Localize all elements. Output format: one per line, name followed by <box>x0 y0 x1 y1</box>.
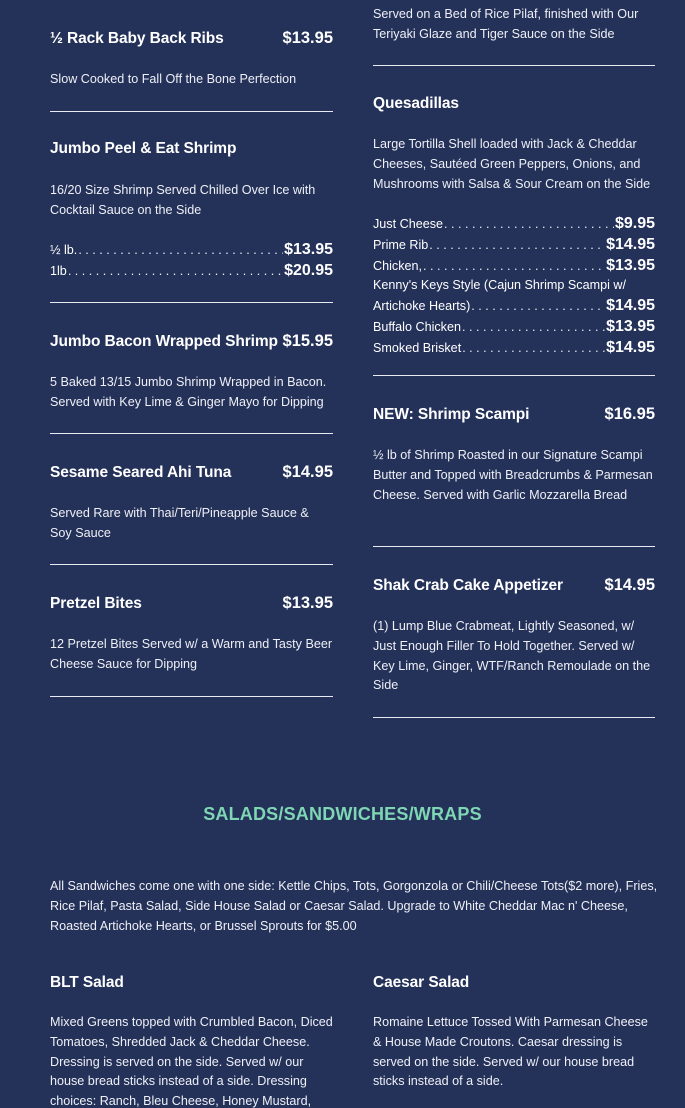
section-intro: All Sandwiches come one with one side: Kettle Chips, Tots, Gorgonzola or Chili/Cheese Tots($2 more), Fries, Rice Pilaf, Pasta Salad, Side House Salad or Caesar Salad. Upgrade to White Cheddar Mac n' Cheese, Roasted Artichoke Hearts, or Brussel Sprouts for $5.00 <box>50 879 658 933</box>
dot-leader <box>471 297 605 317</box>
option-price: $13.95 <box>606 317 655 335</box>
price-option-row <box>373 296 655 317</box>
item-description: Large Tortilla Shell loaded with Jack & Cheddar Cheeses, Sautéed Green Peppers, Onions, and Mushrooms with Salsa & Sour Cream on the Side <box>373 137 651 191</box>
price-option-row <box>373 317 655 338</box>
item-name: Jumbo Peel & Eat Shrimp <box>50 140 237 157</box>
price-options <box>373 214 655 359</box>
item-description: ½ lb of Shrimp Roasted in our Signature Scampi Butter and Topped with Breadcrumbs & Parmesan Cheese. Served with Garlic Mozzarella Bread <box>373 448 653 502</box>
price-option-row <box>373 235 655 256</box>
option-price: $20.95 <box>284 261 333 279</box>
price-option-row <box>373 256 655 277</box>
divider <box>373 65 655 66</box>
dot-leader <box>78 241 283 261</box>
item-name: NEW: Shrimp Scampi <box>373 406 530 423</box>
item-description: Served on a Bed of Rice Pilaf, finished with Our Teriyaki Glaze and Tiger Sauce on the Side <box>373 7 639 41</box>
item-price: $14.95 <box>282 463 333 481</box>
menu-item-crab-cake <box>373 576 655 595</box>
option-label: ½ lb. <box>50 243 78 257</box>
item-name: Caesar Salad <box>373 974 470 991</box>
divider <box>373 546 655 547</box>
option-label: Just Cheese <box>373 217 444 231</box>
price-options <box>50 240 333 282</box>
item-name: Pretzel Bites <box>50 595 142 612</box>
item-price: $14.95 <box>604 576 655 594</box>
price-option-row <box>50 240 333 261</box>
item-price: $13.95 <box>282 29 333 47</box>
option-price: $14.95 <box>606 297 655 315</box>
item-description: Mixed Greens topped with Crumbled Bacon, Diced Tomatoes, Shredded Jack & Cheddar Cheese. Dressing is served on the side. Served w/ our house bread sticks instead of a side. Dressing choices: Ranch, Bleu Cheese, Honey Mustard, <box>50 1015 333 1108</box>
divider <box>50 302 333 303</box>
option-label: Buffalo Chicken <box>373 319 461 334</box>
dot-leader <box>444 215 614 235</box>
item-name: ½ Rack Baby Back Ribs <box>50 30 224 47</box>
option-price: $13.95 <box>606 256 655 274</box>
item-description: 16/20 Size Shrimp Served Chilled Over Ice with Cocktail Sauce on the Side <box>50 183 316 217</box>
left-column <box>50 0 333 760</box>
item-name: Jumbo Bacon Wrapped Shrimp <box>50 333 278 350</box>
menu-item-pretzel-bites <box>50 594 333 613</box>
item-name: Sesame Seared Ahi Tuna <box>50 464 232 481</box>
right-column <box>373 0 655 760</box>
option-label: Chicken, <box>373 258 422 273</box>
option-price: $13.95 <box>284 241 333 258</box>
item-price: $15.95 <box>282 332 333 350</box>
option-label: Prime Rib <box>373 237 429 252</box>
option-label: Smoked Brisket <box>373 340 462 355</box>
item-price: $13.95 <box>282 594 333 612</box>
item-description: Romaine Lettuce Tossed With Parmesan Cheese & House Made Croutons. Caesar dressing is served on the side. Served w/ our house bread sticks instead of a side. <box>373 1015 648 1089</box>
dot-leader <box>429 236 605 256</box>
divider <box>50 111 333 112</box>
item-price: $16.95 <box>604 405 655 423</box>
menu-item-ribs <box>50 29 333 48</box>
dot-leader <box>462 339 605 359</box>
menu-item-blt-salad <box>50 974 333 1108</box>
menu-item-quesadillas <box>373 95 655 113</box>
menu-item-peel-eat-shrimp <box>50 140 333 158</box>
dot-leader <box>462 318 605 338</box>
option-price: $9.95 <box>614 215 655 232</box>
item-description: Slow Cooked to Fall Off the Bone Perfection <box>50 72 297 86</box>
menu-item-ahi-tuna <box>50 463 333 482</box>
option-price: $14.95 <box>606 235 655 253</box>
item-description: 12 Pretzel Bites Served w/ a Warm and Tasty Beer Cheese Sauce for Dipping <box>50 637 333 671</box>
item-description: (1) Lump Blue Crabmeat, Lightly Seasoned, w/ Just Enough Filler To Hold Together. Served w/ Key Lime, Ginger, WTF/Ranch Remoulade on the Side <box>373 619 651 693</box>
item-description: Served Rare with Thai/Teri/Pineapple Sauce & Soy Sauce <box>50 506 309 540</box>
price-option-row <box>373 214 655 235</box>
divider <box>50 564 333 565</box>
menu-item-caesar-salad <box>373 974 655 1092</box>
divider <box>373 375 655 376</box>
dot-leader <box>423 257 605 277</box>
item-name: Shak Crab Cake Appetizer <box>373 577 563 594</box>
menu-item-shrimp-scampi <box>373 405 655 424</box>
price-option-row <box>373 338 655 359</box>
menu-item-bacon-wrapped-shrimp <box>50 332 333 351</box>
divider <box>50 433 333 434</box>
divider <box>50 696 333 697</box>
option-price: $14.95 <box>606 338 655 356</box>
option-label: 1lb <box>50 263 67 278</box>
divider <box>373 717 655 718</box>
dot-leader <box>68 262 283 282</box>
section-title: SALADS/SANDWICHES/WRAPS <box>203 804 482 824</box>
price-option-row <box>50 261 333 282</box>
item-name: BLT Salad <box>50 974 124 991</box>
option-label: Artichoke Hearts) <box>373 299 471 314</box>
option-label-line: Kenny's Keys Style (Cajun Shrimp Scampi w/ <box>373 278 626 293</box>
item-description: 5 Baked 13/15 Jumbo Shrimp Wrapped in Bacon. Served with Key Lime & Ginger Mayo for Dipping <box>50 375 327 409</box>
item-name: Quesadillas <box>373 95 459 112</box>
